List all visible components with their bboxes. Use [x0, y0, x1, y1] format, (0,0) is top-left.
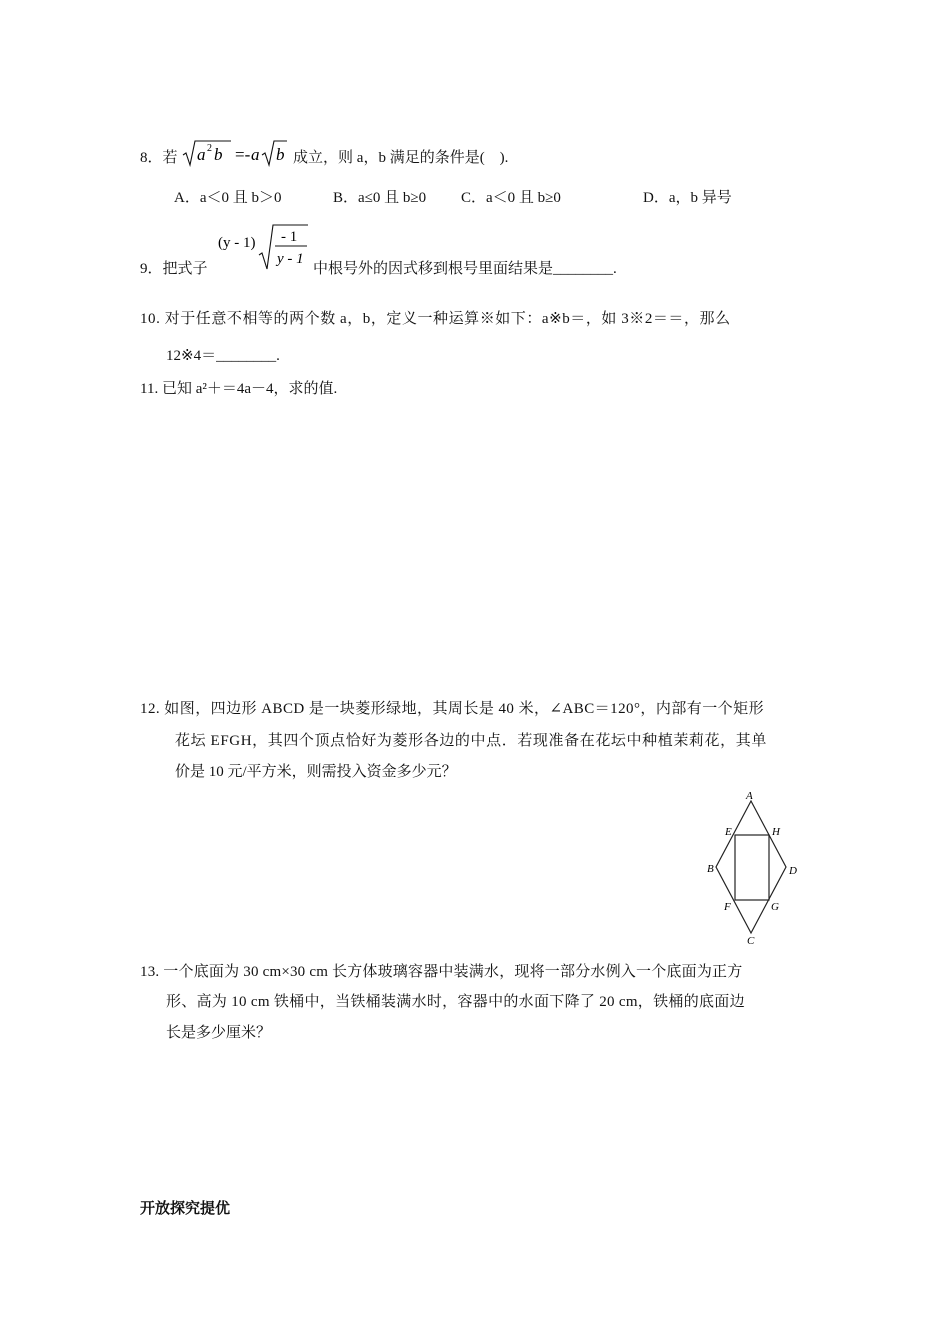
q13-line3: 长是多少厘米？	[166, 1025, 272, 1041]
q8-a2: a	[251, 145, 260, 164]
label-f: F	[724, 901, 731, 913]
q12-line2: 花坛 EFGH，其四个顶点恰好为菱形各边的中点．若现准备在花坛中种植茉莉花，其单	[175, 733, 767, 749]
q8-formula-svg	[181, 138, 289, 168]
q8-option-d: D．a，b 异号	[643, 190, 732, 206]
q8-post: 成立，则 a，b 满足的条件是( ).	[293, 150, 509, 166]
rhombus-abcd	[716, 801, 786, 933]
q12-line1: 12. 如图，四边形 ABCD 是一块菱形绿地，其周长是 40 米，∠ABC＝120°，内部有一个矩形	[140, 701, 765, 717]
q8-eq: =-	[235, 145, 251, 164]
label-h: H	[772, 826, 780, 838]
q9-denominator: y - 1	[277, 251, 304, 267]
q12-line3: 价是 10 元/平方米，则需投入资金多少元？	[175, 764, 457, 780]
q13-line2: 形、高为 10 cm 铁桶中，当铁桶装满水时，容器中的水面下降了 20 cm，铁桶的底面边	[166, 994, 745, 1010]
label-a: A	[746, 790, 753, 802]
q9-coef: (y - 1)	[218, 235, 256, 251]
q10-line1: 10. 对于任意不相等的两个数 a，b，定义一种运算※如下：a※b＝，如 3※2＝＝，那么	[140, 311, 731, 327]
q13-line1: 13. 一个底面为 30 cm×30 cm 长方体玻璃容器中装满水，现将一部分水例入一个底面为正方	[140, 964, 743, 980]
section-title: 开放探究提优	[140, 1199, 231, 1217]
q8-option-a: A．a＜0 且 b＞0	[174, 190, 282, 206]
label-b: B	[707, 863, 714, 875]
label-c: C	[747, 935, 755, 947]
q8-option-c: C．a＜0 且 b≥0	[461, 190, 561, 206]
q8-formula	[181, 138, 289, 174]
q9-pre: 把式子	[162, 261, 208, 277]
q9-numerator: - 1	[281, 229, 298, 245]
q8-line	[140, 138, 508, 174]
q9-formula-svg	[216, 222, 312, 272]
q8-number: 8．	[140, 150, 163, 166]
q10-line2: 12※4＝________.	[166, 348, 280, 364]
q8-option-b: B．a≤0 且 b≥0	[333, 190, 427, 206]
q9-number-line	[140, 259, 208, 279]
label-g: G	[771, 901, 779, 913]
q9-post: 中根号外的因式移到根号里面结果是________.	[313, 261, 617, 277]
label-d: D	[789, 865, 797, 877]
q9-formula	[216, 222, 312, 277]
q8-exp: 2	[207, 143, 213, 154]
q11-text: 11. 已知 a²＋＝4a－4，求的值.	[140, 381, 338, 397]
q9-number: 9．	[140, 261, 163, 277]
q8-pre: 若	[162, 150, 178, 166]
q8-b2: b	[276, 145, 285, 164]
label-e: E	[725, 826, 732, 838]
q8-b1: b	[214, 145, 223, 164]
rectangle-efgh	[735, 835, 769, 900]
rhombus-figure	[700, 785, 810, 950]
q8-a1: a	[197, 145, 206, 164]
